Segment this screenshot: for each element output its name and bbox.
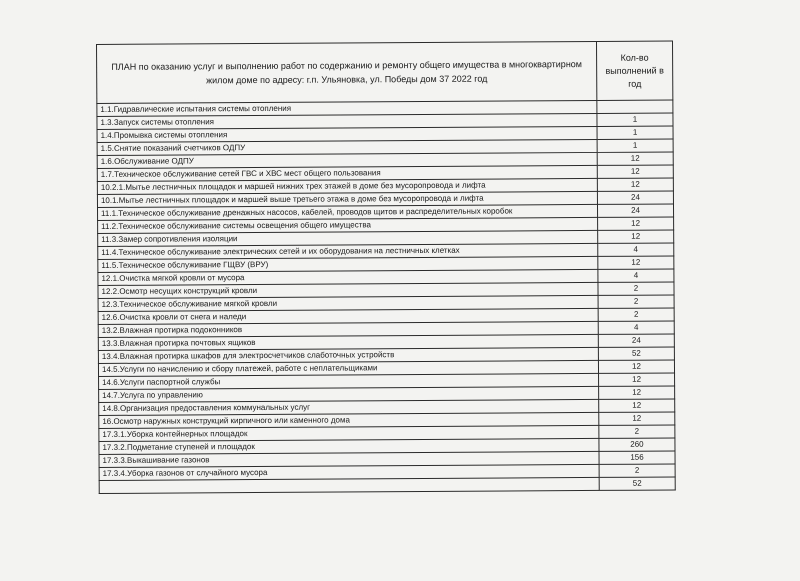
qty-cell: 12 xyxy=(597,152,673,165)
service-name-cell: 11.5.Техническое обслуживание ГЩВУ (ВРУ) xyxy=(98,256,598,272)
service-name-cell: 17.3.2.Подметание ступеней и площадок xyxy=(99,438,599,454)
qty-cell: 12 xyxy=(597,178,673,191)
qty-cell: 24 xyxy=(597,204,673,217)
qty-cell: 24 xyxy=(598,334,674,347)
plan-table xyxy=(96,40,676,494)
service-name-cell: 1.1.Гидравлические испытания системы отопления xyxy=(97,100,597,116)
qty-column-header: Кол-во выполнений в год xyxy=(596,41,672,100)
service-name-cell: 10.1.Мытье лестничных площадок и маршей выше третьего этажа в доме без мусоропровода и лифта xyxy=(97,191,597,207)
qty-cell: 1 xyxy=(597,113,673,126)
qty-cell: 12 xyxy=(598,256,674,269)
qty-cell: 12 xyxy=(598,217,674,230)
service-name-cell: 1.7.Техническое обслуживание сетей ГВС и ХВС мест общего пользования xyxy=(97,165,597,181)
qty-cell: 2 xyxy=(598,295,674,308)
qty-cell: 2 xyxy=(599,425,675,438)
qty-cell: 2 xyxy=(598,308,674,321)
service-name-cell: 11.1.Техническое обслуживание дренажных насосов, кабелей, проводов щитов и распределительных коробок xyxy=(97,204,597,220)
service-name-cell xyxy=(99,477,599,493)
qty-cell: 1 xyxy=(597,139,673,152)
qty-cell: 4 xyxy=(598,243,674,256)
service-name-cell: 10.2.1.Мытье лестничных площадок и маршей нижних трех этажей в доме без мусоропровода и лифта xyxy=(97,178,597,194)
qty-cell: 2 xyxy=(599,464,675,477)
service-name-cell: 1.5.Снятие показаний счетчиков ОДПУ xyxy=(97,139,597,155)
service-name-cell: 14.8.Организация предоставления коммунальных услуг xyxy=(99,399,599,415)
service-name-cell: 1.6.Обслуживание ОДПУ xyxy=(97,152,597,168)
service-name-cell: 17.3.3.Выкашивание газонов xyxy=(99,451,599,467)
service-name-cell: 14.7.Услуга по управлению xyxy=(99,386,599,402)
service-name-cell: 11.4.Техническое обслуживание электрических сетей и их оборудования на лестничных клетках xyxy=(98,243,598,259)
qty-cell: 12 xyxy=(599,412,675,425)
service-name-cell: 1.4.Промывка системы отопления xyxy=(97,126,597,142)
qty-cell: 52 xyxy=(599,477,675,490)
service-name-cell: 17.3.4.Уборка газонов от случайного мусора xyxy=(99,464,599,480)
service-name-cell: 14.5.Услуги по начислению и сбору платежей, работе с неплательщиками xyxy=(98,360,598,376)
service-name-cell: 13.4.Влажная протирка шкафов для электросчетчиков слаботочных устройств xyxy=(98,347,598,363)
service-name-cell: 13.3.Влажная протирка почтовых ящиков xyxy=(98,334,598,350)
service-name-cell: 13.2.Влажная протирка подоконников xyxy=(98,321,598,337)
plan-document xyxy=(96,40,675,494)
qty-cell: 4 xyxy=(598,269,674,282)
qty-cell: 12 xyxy=(599,386,675,399)
service-name-cell: 1.3.Запуск системы отопления xyxy=(97,113,597,129)
service-name-cell: 11.2.Техническое обслуживание системы освещения общего имущества xyxy=(98,217,598,233)
qty-cell: 12 xyxy=(597,165,673,178)
qty-cell: 260 xyxy=(599,438,675,451)
qty-cell: 52 xyxy=(598,347,674,360)
service-name-cell: 12.6.Очистка кровли от снега и наледи xyxy=(98,308,598,324)
service-name-cell: 12.3.Техническое обслуживание мягкой кровли xyxy=(98,295,598,311)
qty-cell: 12 xyxy=(599,373,675,386)
qty-cell: 156 xyxy=(599,451,675,464)
qty-cell: 2 xyxy=(598,282,674,295)
qty-cell xyxy=(597,100,673,113)
table-header-row xyxy=(97,41,673,104)
service-name-cell: 12.2.Осмотр несущих конструкций кровли xyxy=(98,282,598,298)
plan-title: ПЛАН по оказанию услуг и выполнению работ по содержанию и ремонту общего имущества в многоквартирном жилом доме по адресу: г.п. Ульяновка, ул. Победы дом 37 2022 год xyxy=(97,41,597,103)
service-name-cell: 17.3.1.Уборка контейнерных площадок xyxy=(99,425,599,441)
qty-cell: 12 xyxy=(599,399,675,412)
qty-cell: 12 xyxy=(598,230,674,243)
qty-cell: 24 xyxy=(597,191,673,204)
service-name-cell: 11.3.Замер сопротивления изоляции xyxy=(98,230,598,246)
qty-cell: 1 xyxy=(597,126,673,139)
service-name-cell: 12.1.Очистка мягкой кровли от мусора xyxy=(98,269,598,285)
service-name-cell: 16.Осмотр наружных конструкций кирпичного или каменного дома xyxy=(99,412,599,428)
qty-cell: 4 xyxy=(598,321,674,334)
table-body xyxy=(97,100,675,494)
qty-cell: 12 xyxy=(598,360,674,373)
service-name-cell: 14.6.Услуги паспортной службы xyxy=(99,373,599,389)
